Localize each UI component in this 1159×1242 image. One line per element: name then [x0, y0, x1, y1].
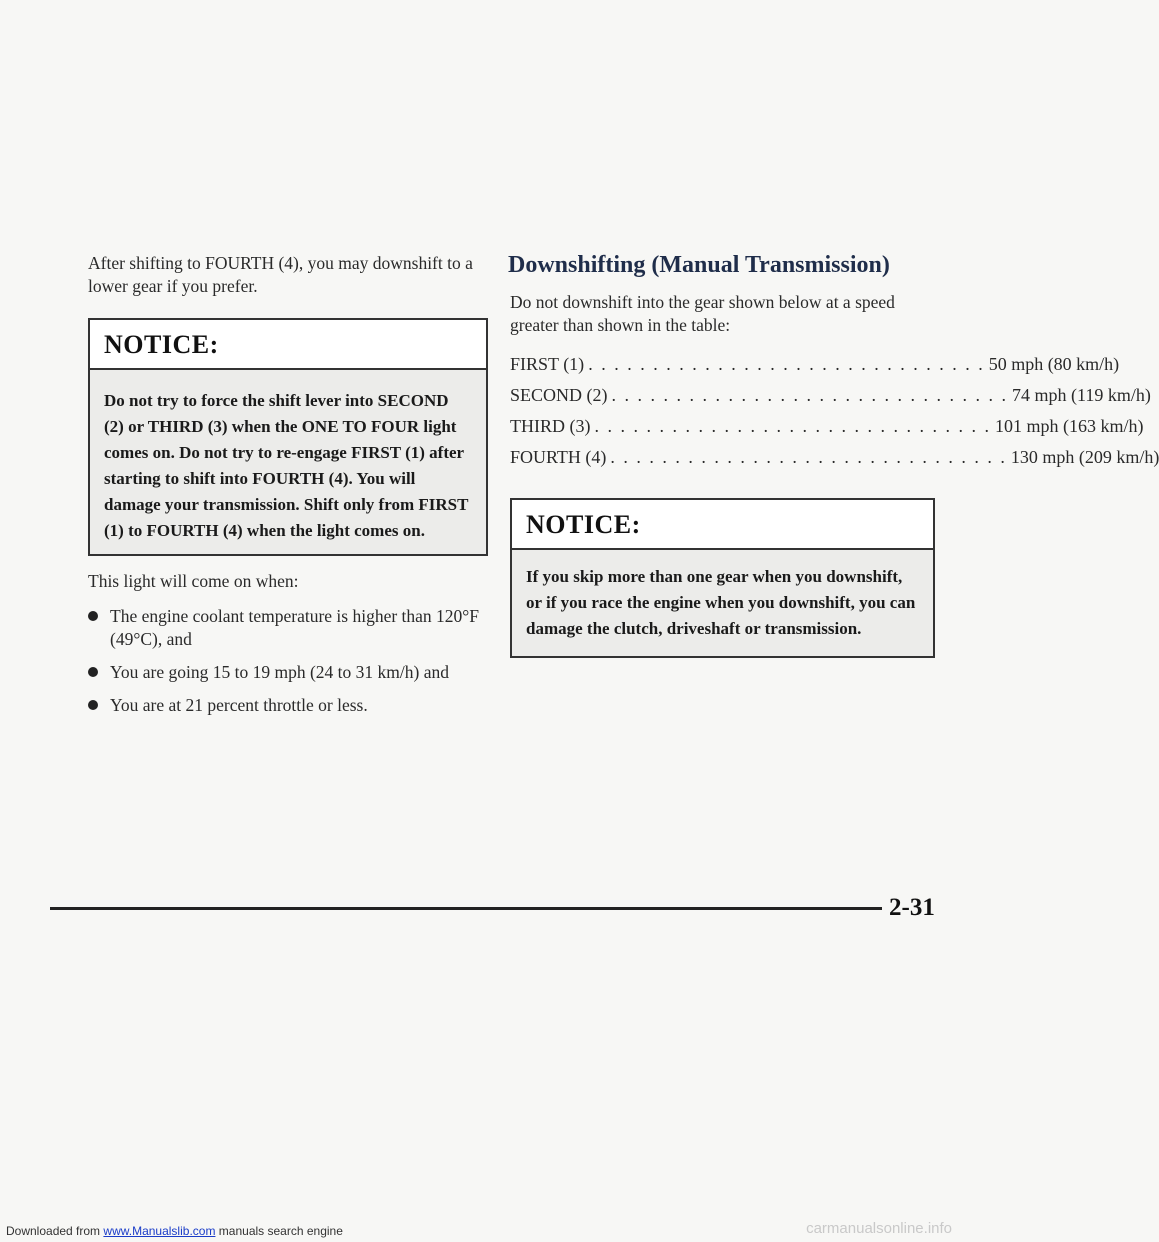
leader-dots: . . . . . . . . . . . . . . . . . . . . . . . . . . . . . . .: [594, 416, 991, 436]
gear-label: SECOND (2): [510, 385, 608, 405]
leader-dots: . . . . . . . . . . . . . . . . . . . . . . . . . . . . . . .: [588, 354, 985, 374]
intro-paragraph: After shifting to FOURTH (4), you may downshift to a lower gear if you prefer.: [88, 253, 473, 296]
speed-table: [510, 351, 1159, 470]
page-number: 2-31: [889, 894, 935, 921]
right-column: [508, 252, 1159, 658]
gear-label: FIRST (1): [510, 354, 585, 374]
table-row: [510, 351, 1120, 377]
download-watermark: Downloaded from www.Manualslib.com manuals search engine: [6, 1224, 343, 1238]
notice-title: NOTICE:: [512, 500, 933, 550]
notice-text: If you skip more than one gear when you downshift, or if you race the engine when you downshift, you can damage the clutch, driveshaft or transmission.: [526, 567, 916, 638]
bullet-icon: [88, 611, 98, 621]
bullet-icon: [88, 700, 98, 710]
site-watermark: carmanualsonline.info: [806, 1220, 952, 1237]
table-row: [510, 382, 1151, 408]
notice-title: NOTICE:: [90, 320, 486, 370]
speed-value: 50 mph (80 km/h): [988, 354, 1120, 374]
speed-value: 101 mph (163 km/h): [994, 416, 1144, 436]
list-item: The engine coolant temperature is higher than 120°F (49°C), and: [88, 605, 488, 651]
table-row: [510, 444, 1159, 470]
list-item: You are at 21 percent throttle or less.: [88, 694, 488, 717]
manualslib-link[interactable]: www.Manualslib.com: [103, 1224, 216, 1238]
gear-label: FOURTH (4): [510, 447, 607, 467]
list-item: You are going 15 to 19 mph (24 to 31 km/h) and: [88, 661, 488, 684]
leader-dots: . . . . . . . . . . . . . . . . . . . . . . . . . . . . . . .: [611, 385, 1008, 405]
downshift-intro: Do not downshift into the gear shown below at a speed greater than shown in the table:: [510, 292, 895, 335]
notice-box-right: [510, 498, 935, 658]
table-row: [510, 413, 1144, 439]
notice-text: Do not try to force the shift lever into SECOND (2) or THIRD (3) when the ONE TO FOUR light comes on. Do not try to re-engage FIRST (1) after starting to shift into FOURTH (4). You will damage your transmission. Shift only from FIRST (1) to FOURTH (4) when the light comes on.: [104, 391, 469, 540]
condition-list: [88, 605, 488, 717]
bullet-icon: [88, 667, 98, 677]
footer-rule: [50, 907, 882, 910]
left-column: [88, 252, 488, 727]
leader-dots: . . . . . . . . . . . . . . . . . . . . . . . . . . . . . . .: [610, 447, 1007, 467]
list-intro: This light will come on when:: [88, 571, 299, 591]
speed-value: 74 mph (119 km/h): [1012, 385, 1151, 405]
speed-value: 130 mph (209 km/h): [1010, 447, 1159, 467]
gear-label: THIRD (3): [510, 416, 591, 436]
notice-box-left: [88, 318, 488, 556]
section-heading: Downshifting (Manual Transmission): [508, 252, 890, 278]
